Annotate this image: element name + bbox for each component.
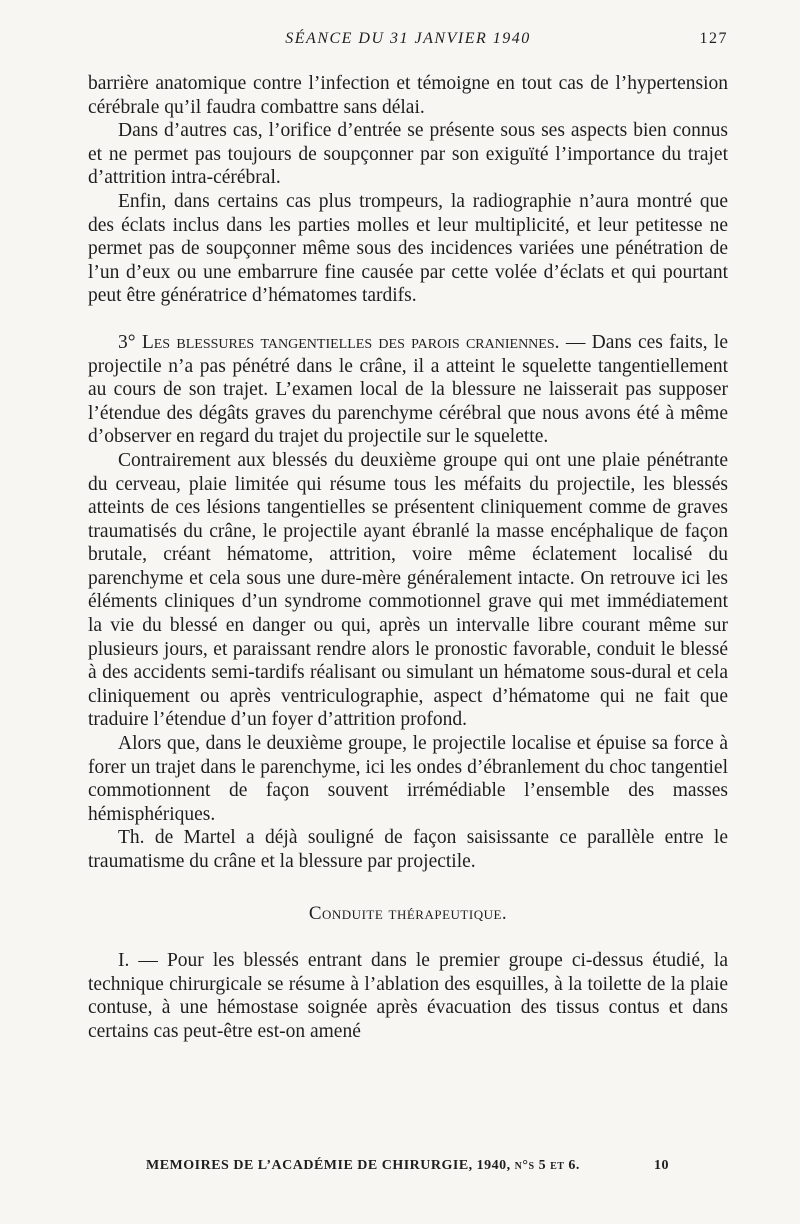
header-title: SÉANCE DU 31 JANVIER 1940 (285, 30, 531, 47)
running-header (88, 30, 728, 54)
page-number: 127 (699, 30, 728, 47)
paragraph-lead: 3° Les blessures tangentielles des parois craniennes. (118, 331, 560, 353)
footer-number: 10 (654, 1158, 669, 1173)
paragraph: Contrairement aux blessés du deuxième groupe qui ont une plaie pénétrante du cerveau, plaie limitée qui résume tous les méfaits du projectile, les blessés atteints de ces lésions tangentielles se présentent cliniquement comme de graves traumatisés du crâne, le projectile ayant ébranlé la masse encéphalique de façon brutale, créant hématome, attrition, voire même éclatement localisé du parenchyme et cela sous une dure-mère généralement intacte. On retrouve ici les éléments cliniques d’un syndrome commotionnel grave qui met immédiatement la vie du blessé en danger ou qui, après un intervalle libre courant même sur plusieurs jours, et paraissant rendre alors le pronostic favorable, conduit le blessé à des accidents semi-tardifs réalisant ou simulant un hématome sous-dural et cela cliniquement ou après ventriculographie, aspect d’hématome qui ne fait que traduire l’étendue d’un foyer d’attrition profond. (88, 449, 728, 731)
paragraph: Th. de Martel a déjà souligné de façon saisissante ce parallèle entre le traumatisme du crâne et la blessure par projectile. (88, 827, 728, 872)
paragraph-rest: — Dans ces faits, le projectile n’a pas pénétré dans le crâne, il a atteint le squelette tangentiellement au cours de son trajet. L’examen local de la blessure ne laisserait pas supposer l’étendue des dégâts graves du parenchyme cérébral que nous avons été à même d’observer en regard du trajet du projectile sur le squelette. (88, 331, 728, 448)
section-heading: Conduite thérapeutique. (308, 902, 508, 924)
footer-citation: MEMOIRES DE L’ACADÉMIE DE CHIRURGIE, 1940, n°s 5 et 6. (146, 1158, 580, 1173)
paragraph: barrière anatomique contre l’infection et témoigne en tout cas de l’hypertension cérébrale qu’il faudra combattre sans délai. (88, 73, 728, 118)
spacer (88, 308, 728, 331)
paragraph-tangential-wounds (88, 331, 728, 449)
paragraph: Enfin, dans certains cas plus trompeurs, la radiographie n’aura montré que des éclats inclus dans les parties molles et leur multiplicité, et leur petitesse ne permet pas de soupçonner même sous des incidences variées une pénétration de l’un d’eux ou une embarrure fine causée par cette volée d’éclats et qui pourtant peut être génératrice d’hématomes tardifs. (88, 190, 728, 307)
document-page (88, 30, 728, 1210)
paragraph: Alors que, dans le deuxième groupe, le projectile localise et épuise sa force à forer un trajet dans le parenchyme, ici les ondes d’ébranlement du choc tangentiel commotionnent de façon souvent irrémédiable l’ensemble des masses hémisphériques. (88, 733, 728, 825)
paragraph: I. — Pour les blessés entrant dans le premier groupe ci-dessus étudié, la technique chirurgicale se résume à l’ablation des esquilles, à la toilette de la plaie contuse, à une hémostase soignée après évacuation des tissus contus et dans certains cas peut-être est-on amené (88, 950, 728, 1042)
paragraph: Dans d’autres cas, l’orifice d’entrée se présente sous ses aspects bien connus et ne permet pas toujours de soupçonner par son exiguïté l’importance du trajet d’attrition intra-cérébral. (88, 120, 728, 189)
body-text (88, 72, 728, 1044)
